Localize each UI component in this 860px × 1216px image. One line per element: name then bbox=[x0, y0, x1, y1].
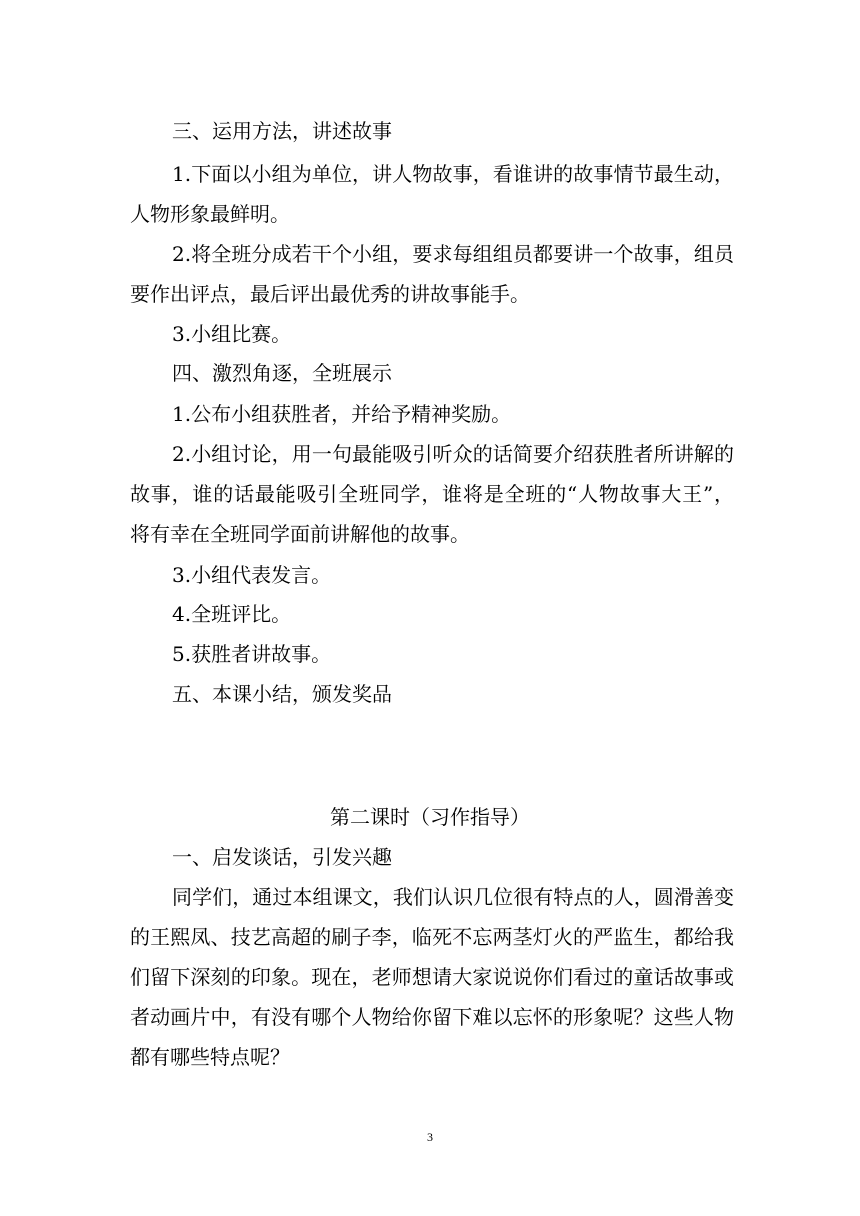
paragraph-line: 故事，谁的话最能吸引全班同学，谁将是全班的“人物故事大王”， bbox=[130, 482, 734, 506]
paragraph-line: 将有幸在全班同学面前讲解他的故事。 bbox=[130, 522, 470, 546]
paragraph-line: 们留下深刻的印象。现在，老师想请大家说说你们看过的童话故事或 bbox=[130, 965, 734, 989]
paragraph-line: 1.公布小组获胜者，并给予精神奖励。 bbox=[172, 402, 512, 426]
paragraph-line: 要作出评点，最后评出最优秀的讲故事能手。 bbox=[130, 282, 530, 306]
paragraph-line: 5.获胜者讲故事。 bbox=[172, 642, 332, 666]
paragraph-line: 2.将全班分成若干个小组，要求每组组员都要讲一个故事，组员 bbox=[172, 242, 734, 266]
page-number: 3 bbox=[427, 1130, 433, 1144]
paragraph-line: 者动画片中，有没有哪个人物给你留下难以忘怀的形象呢？这些人物 bbox=[130, 1005, 734, 1029]
lesson-title: 第二课时（习作指导） bbox=[330, 805, 530, 829]
section-heading-three: 三、运用方法，讲述故事 bbox=[172, 119, 392, 143]
section-heading-one: 一、启发谈话，引发兴趣 bbox=[172, 845, 392, 869]
paragraph-line: 1.下面以小组为单位，讲人物故事，看谁讲的故事情节最生动， bbox=[172, 162, 734, 186]
paragraph-line: 都有哪些特点呢？ bbox=[130, 1045, 290, 1069]
paragraph-line: 同学们，通过本组课文，我们认识几位很有特点的人，圆滑善变 bbox=[172, 885, 734, 909]
paragraph-line: 4.全班评比。 bbox=[172, 602, 292, 626]
paragraph-line: 人物形象最鲜明。 bbox=[130, 202, 290, 226]
paragraph-line: 3.小组比赛。 bbox=[172, 322, 292, 346]
paragraph-line: 3.小组代表发言。 bbox=[172, 563, 332, 587]
paragraph-line: 2.小组讨论，用一句最能吸引听众的话简要介绍获胜者所讲解的 bbox=[172, 442, 734, 466]
section-heading-five: 五、本课小结，颁发奖品 bbox=[172, 682, 392, 706]
section-heading-four: 四、激烈角逐，全班展示 bbox=[172, 361, 392, 385]
paragraph-line: 的王熙凤、技艺高超的刷子李，临死不忘两茎灯火的严监生，都给我 bbox=[130, 925, 734, 949]
